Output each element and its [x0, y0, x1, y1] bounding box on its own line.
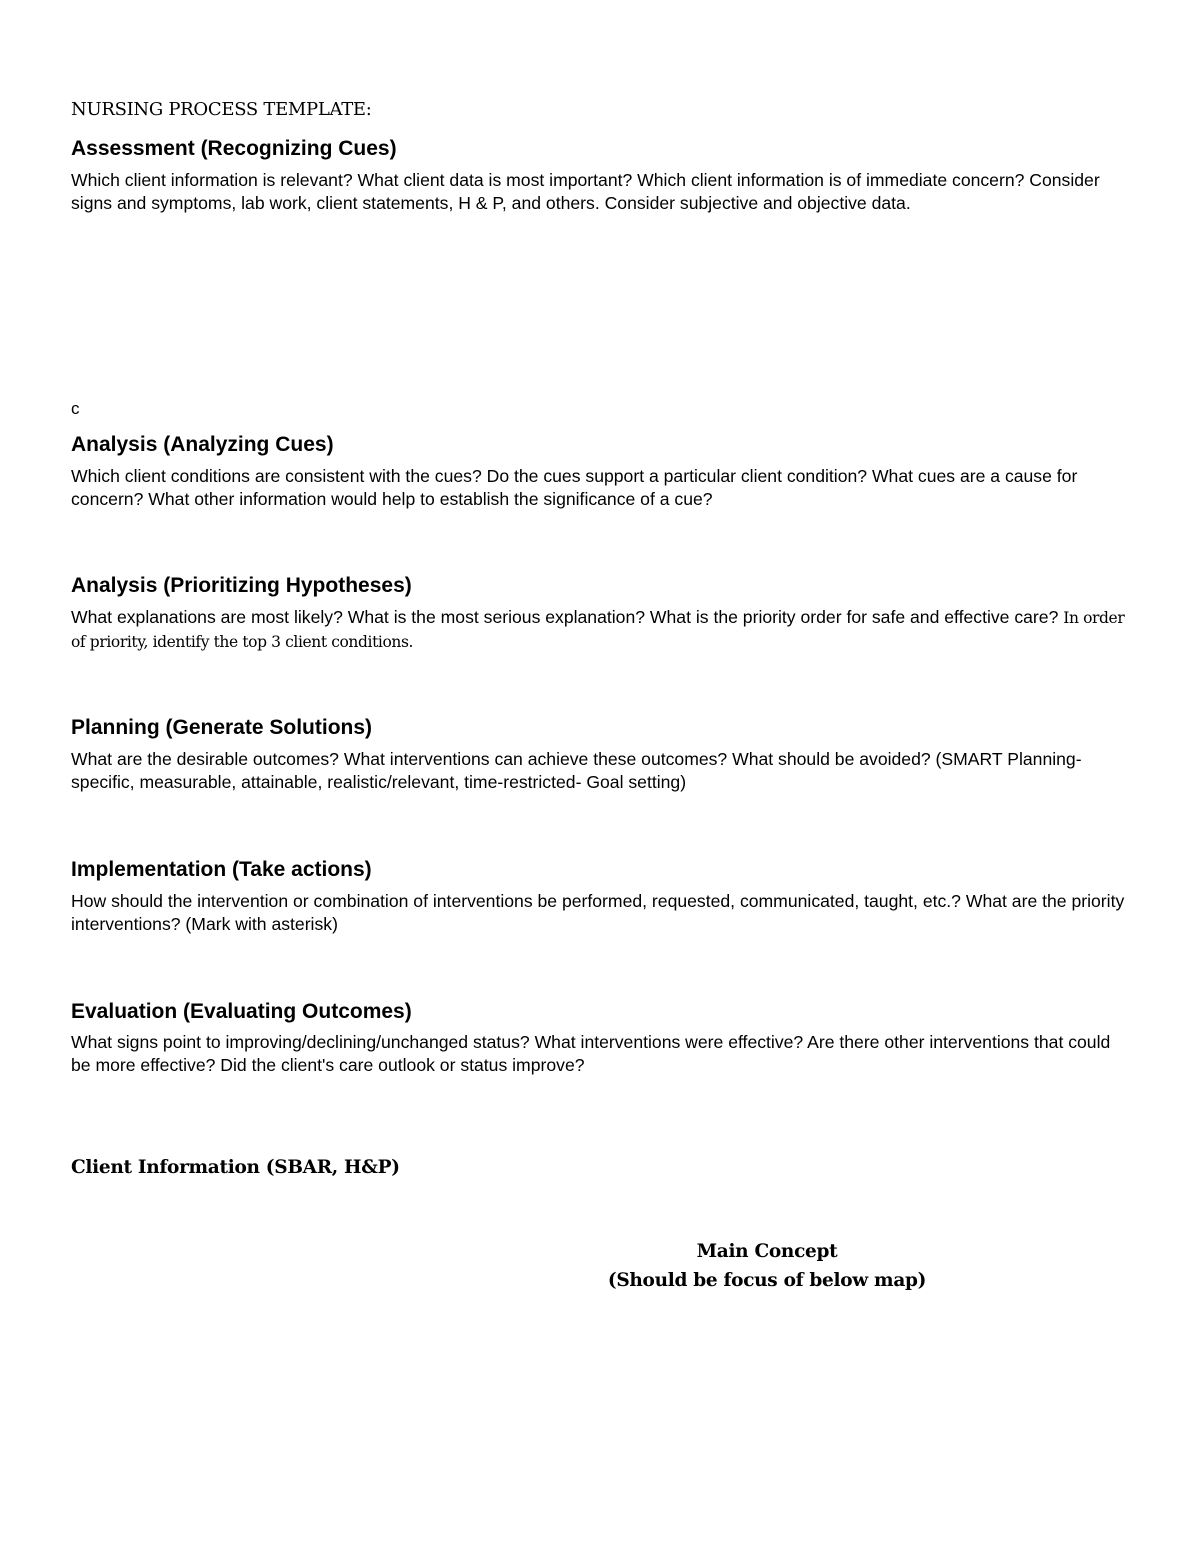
- prioritizing-hypotheses-heading: Analysis (Prioritizing Hypotheses): [71, 574, 412, 597]
- main-concept-title: Main Concept: [696, 1241, 838, 1262]
- assessment-body: Which client information is relevant? What client data is most important? Which client information is of immediate concern? Consider signs and symptoms, lab work, client statements, H & P, and others. Consider subjective and objective data.: [71, 170, 1100, 213]
- prioritizing-hypotheses-body-text: What explanations are most likely? What is the most serious explanation? What is the priority order for safe and effective care?: [71, 607, 1059, 627]
- prioritizing-hypotheses-instruction: In order of priority, identify the top 3 client conditions.: [71, 609, 1125, 651]
- implementation-body: How should the intervention or combination of interventions be performed, requested, communicated, taught, etc.? What are the priority interventions? (Mark with asterisk): [71, 891, 1125, 934]
- evaluation-heading: Evaluation (Evaluating Outcomes): [71, 1000, 412, 1023]
- analyzing-cues-body: Which client conditions are consistent with the cues? Do the cues support a particular client condition? What cues are a cause for concern? What other information would help to establish the significance of a cue?: [71, 466, 1078, 509]
- assessment-heading: Assessment (Recognizing Cues): [71, 137, 397, 160]
- prioritizing-hypotheses-body: [71, 606, 1131, 654]
- analyzing-cues-heading: Analysis (Analyzing Cues): [71, 433, 334, 456]
- planning-heading: Planning (Generate Solutions): [71, 716, 373, 739]
- main-concept-block: [592, 1237, 942, 1295]
- implementation-heading: Implementation (Take actions): [71, 858, 372, 881]
- planning-body: What are the desirable outcomes? What interventions can achieve these outcomes? What should be avoided? (SMART Planning- specific, measurable, attainable, realistic/relevant, time-restricted- Goal setting): [71, 749, 1082, 792]
- document-title: NURSING PROCESS TEMPLATE:: [71, 99, 372, 120]
- main-concept-subtitle: (Should be focus of below map): [607, 1270, 927, 1291]
- client-information-heading: Client Information (SBAR, H&P): [71, 1157, 400, 1178]
- stray-character: c: [71, 399, 80, 418]
- evaluation-body: What signs point to improving/declining/unchanged status? What interventions were effective? Are there other interventions that could be more effective? Did the client's care outlook or status improve?: [71, 1032, 1111, 1075]
